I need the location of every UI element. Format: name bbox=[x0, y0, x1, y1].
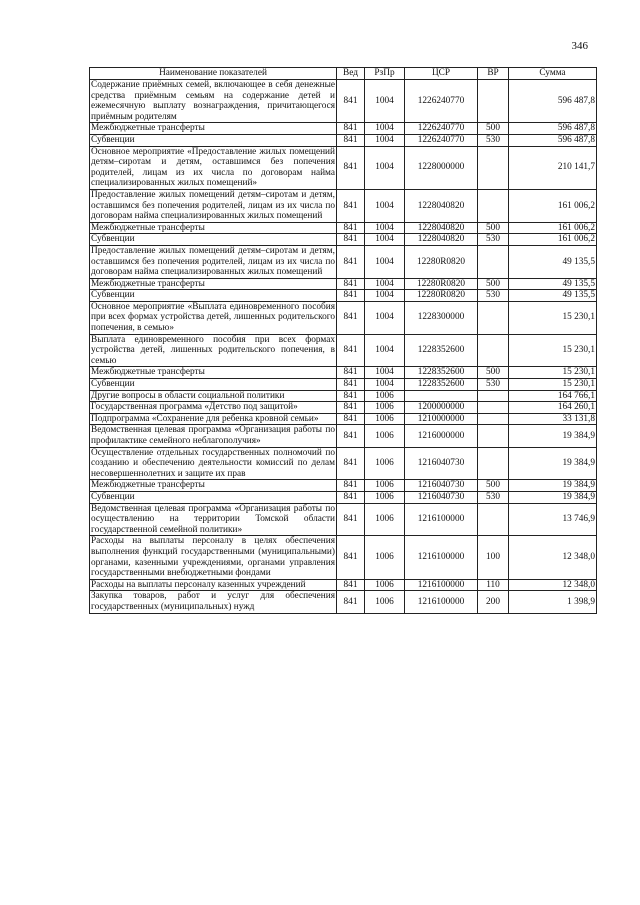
cell-ved: 841 bbox=[337, 503, 365, 536]
cell-rzpr: 1006 bbox=[365, 591, 405, 613]
cell-name: Ведомственная целевая программа «Организация работы по осуществлению на территории Томской области государственной семейной политики» bbox=[91, 503, 335, 535]
cell-rzpr: 1006 bbox=[365, 536, 405, 579]
cell-rzpr: 1006 bbox=[365, 390, 405, 402]
table-row bbox=[90, 402, 597, 414]
cell-vr: 500 bbox=[478, 123, 509, 135]
table-row bbox=[90, 480, 597, 492]
header-csr: ЦСР bbox=[405, 68, 478, 80]
table-row bbox=[90, 234, 597, 246]
cell-vr bbox=[478, 447, 509, 480]
cell-vr: 500 bbox=[478, 222, 509, 234]
cell-rzpr: 1004 bbox=[365, 222, 405, 234]
cell-name: Осуществление отдельных государственных полномочий по созданию и обеспечению деятельности комиссий по делам несовершеннолетних и защите их прав bbox=[91, 447, 335, 479]
cell-vr bbox=[478, 503, 509, 536]
cell-sum: 12 348,0 bbox=[509, 579, 597, 591]
cell-rzpr: 1006 bbox=[365, 413, 405, 425]
cell-name: Государственная программа «Детство под защитой» bbox=[90, 402, 337, 414]
table-row bbox=[90, 222, 597, 234]
cell-csr: 1216100000 bbox=[405, 536, 478, 579]
cell-name: Межбюджетные трансферты bbox=[90, 222, 337, 234]
cell-csr: 1216100000 bbox=[405, 591, 478, 613]
cell-name: Расходы на выплаты персоналу в целях обеспечения выполнения функций государственными (муниципальными) органами, казенными учреждениями, органами управления государственными внебюджетными фондами bbox=[91, 536, 335, 579]
cell-sum: 33 131,8 bbox=[509, 413, 597, 425]
cell-csr: 1216040730 bbox=[405, 447, 478, 480]
cell-sum: 49 135,5 bbox=[509, 245, 597, 278]
cell-name: Закупка товаров, работ и услуг для обеспечения государственных (муниципальных) нужд bbox=[91, 591, 335, 612]
cell-sum: 15 230,1 bbox=[509, 334, 597, 367]
cell-csr: 1226240770 bbox=[405, 134, 478, 146]
table-row bbox=[90, 447, 597, 480]
cell-csr: 1200000000 bbox=[405, 402, 478, 414]
cell-sum: 12 348,0 bbox=[509, 536, 597, 579]
cell-csr: 1228352600 bbox=[405, 367, 478, 379]
cell-sum: 15 230,1 bbox=[509, 367, 597, 379]
cell-csr: 1228040820 bbox=[405, 234, 478, 246]
cell-vr: 530 bbox=[478, 290, 509, 302]
header-sum: Сумма bbox=[509, 68, 597, 80]
cell-rzpr: 1004 bbox=[365, 245, 405, 278]
cell-name: Расходы на выплаты персоналу казенных учреждений bbox=[90, 579, 337, 591]
cell-rzpr: 1006 bbox=[365, 447, 405, 480]
header-vr: ВР bbox=[478, 68, 509, 80]
table-row bbox=[90, 146, 597, 189]
cell-name: Межбюджетные трансферты bbox=[90, 367, 337, 379]
table-row bbox=[90, 390, 597, 402]
cell-vr bbox=[478, 146, 509, 189]
cell-csr: 1228352600 bbox=[405, 379, 478, 391]
cell-rzpr: 1004 bbox=[365, 334, 405, 367]
cell-csr: 1210000000 bbox=[405, 413, 478, 425]
table-body bbox=[90, 80, 597, 614]
cell-ved: 841 bbox=[337, 413, 365, 425]
cell-rzpr: 1004 bbox=[365, 290, 405, 302]
cell-vr bbox=[478, 390, 509, 402]
cell-vr: 110 bbox=[478, 579, 509, 591]
table-row bbox=[90, 290, 597, 302]
header-ved: Вед bbox=[337, 68, 365, 80]
cell-csr: 1228040820 bbox=[405, 189, 478, 222]
cell-ved: 841 bbox=[337, 480, 365, 492]
cell-rzpr: 1006 bbox=[365, 402, 405, 414]
cell-rzpr: 1004 bbox=[365, 123, 405, 135]
cell-ved: 841 bbox=[337, 536, 365, 579]
cell-vr: 500 bbox=[478, 480, 509, 492]
cell-csr: 1216000000 bbox=[405, 425, 478, 447]
cell-ved: 841 bbox=[337, 189, 365, 222]
cell-name: Межбюджетные трансферты bbox=[90, 123, 337, 135]
cell-ved: 841 bbox=[337, 123, 365, 135]
cell-ved: 841 bbox=[337, 334, 365, 367]
cell-csr: 1226240770 bbox=[405, 123, 478, 135]
cell-sum: 19 384,9 bbox=[509, 480, 597, 492]
cell-sum: 164 260,1 bbox=[509, 402, 597, 414]
table-row bbox=[90, 491, 597, 503]
cell-vr: 530 bbox=[478, 379, 509, 391]
cell-vr: 500 bbox=[478, 278, 509, 290]
cell-name: Межбюджетные трансферты bbox=[90, 480, 337, 492]
cell-name: Основное мероприятие «Выплата единовременного пособия при всех формах устройства детей, лишенных родительского попечения, в семью» bbox=[91, 301, 335, 334]
cell-vr bbox=[478, 334, 509, 367]
cell-rzpr: 1004 bbox=[365, 234, 405, 246]
cell-ved: 841 bbox=[337, 591, 365, 613]
cell-vr bbox=[478, 189, 509, 222]
table-row bbox=[90, 591, 597, 613]
cell-sum: 161 006,2 bbox=[509, 189, 597, 222]
cell-name: Субвенции bbox=[90, 134, 337, 146]
cell-sum: 164 766,1 bbox=[509, 390, 597, 402]
cell-rzpr: 1004 bbox=[365, 367, 405, 379]
cell-name: Межбюджетные трансферты bbox=[90, 278, 337, 290]
table-row bbox=[90, 503, 597, 536]
cell-vr: 100 bbox=[478, 536, 509, 579]
table-row bbox=[90, 301, 597, 334]
cell-vr bbox=[478, 245, 509, 278]
table-row bbox=[90, 134, 597, 146]
table-row bbox=[90, 413, 597, 425]
cell-name: Субвенции bbox=[90, 234, 337, 246]
cell-rzpr: 1004 bbox=[365, 146, 405, 189]
cell-ved: 841 bbox=[337, 425, 365, 447]
cell-vr bbox=[478, 425, 509, 447]
cell-vr bbox=[478, 80, 509, 123]
cell-sum: 596 487,8 bbox=[509, 80, 597, 123]
table-row bbox=[90, 334, 597, 367]
cell-rzpr: 1004 bbox=[365, 301, 405, 334]
cell-sum: 15 230,1 bbox=[509, 379, 597, 391]
cell-csr: 1216040730 bbox=[405, 491, 478, 503]
cell-vr: 530 bbox=[478, 491, 509, 503]
cell-sum: 596 487,8 bbox=[509, 123, 597, 135]
cell-rzpr: 1006 bbox=[365, 425, 405, 447]
table-header-row bbox=[90, 68, 597, 80]
cell-sum: 161 006,2 bbox=[509, 234, 597, 246]
cell-rzpr: 1004 bbox=[365, 189, 405, 222]
table-row bbox=[90, 379, 597, 391]
header-name: Наименование показателей bbox=[90, 68, 337, 80]
cell-name: Выплата единовременного пособия при всех формах устройства детей, лишенных родительского попечения, в семью bbox=[91, 334, 335, 366]
budget-table bbox=[89, 67, 597, 614]
cell-csr: 1228000000 bbox=[405, 146, 478, 189]
cell-name: Ведомственная целевая программа «Организация работы по профилактике семейного неблагополучия» bbox=[91, 425, 335, 446]
cell-name: Основное мероприятие «Предоставление жилых помещений детям–сиротам и детям, оставшимся без попечения родителей, лицам из их числа по договорам найма специализированных жилых помещений» bbox=[91, 146, 335, 189]
cell-csr: 1216100000 bbox=[405, 579, 478, 591]
cell-ved: 841 bbox=[337, 579, 365, 591]
cell-rzpr: 1004 bbox=[365, 278, 405, 290]
cell-csr: 1226240770 bbox=[405, 80, 478, 123]
table-row bbox=[90, 579, 597, 591]
cell-ved: 841 bbox=[337, 234, 365, 246]
cell-sum: 596 487,8 bbox=[509, 134, 597, 146]
cell-sum: 19 384,9 bbox=[509, 425, 597, 447]
cell-sum: 15 230,1 bbox=[509, 301, 597, 334]
cell-ved: 841 bbox=[337, 390, 365, 402]
cell-vr: 500 bbox=[478, 367, 509, 379]
table-row bbox=[90, 425, 597, 447]
cell-name: Субвенции bbox=[90, 379, 337, 391]
cell-name: Субвенции bbox=[90, 290, 337, 302]
cell-ved: 841 bbox=[337, 278, 365, 290]
cell-vr bbox=[478, 402, 509, 414]
cell-name: Субвенции bbox=[90, 491, 337, 503]
cell-ved: 841 bbox=[337, 379, 365, 391]
cell-sum: 19 384,9 bbox=[509, 491, 597, 503]
cell-vr bbox=[478, 413, 509, 425]
cell-ved: 841 bbox=[337, 491, 365, 503]
cell-ved: 841 bbox=[337, 80, 365, 123]
page-number: 346 bbox=[571, 40, 588, 52]
cell-sum: 13 746,9 bbox=[509, 503, 597, 536]
cell-vr: 530 bbox=[478, 234, 509, 246]
table-row bbox=[90, 536, 597, 579]
cell-csr bbox=[405, 390, 478, 402]
cell-name: Предоставление жилых помещений детям–сиротам и детям, оставшимся без попечения родителей, лицам из их числа по договорам найма специализированных жилых помещений bbox=[91, 189, 335, 222]
cell-sum: 161 006,2 bbox=[509, 222, 597, 234]
cell-sum: 1 398,9 bbox=[509, 591, 597, 613]
cell-name: Другие вопросы в области социальной политики bbox=[90, 390, 337, 402]
cell-vr bbox=[478, 301, 509, 334]
cell-ved: 841 bbox=[337, 367, 365, 379]
table-row bbox=[90, 245, 597, 278]
cell-rzpr: 1004 bbox=[365, 379, 405, 391]
cell-csr: 1228040820 bbox=[405, 222, 478, 234]
table-row bbox=[90, 123, 597, 135]
cell-vr: 200 bbox=[478, 591, 509, 613]
cell-csr: 1216100000 bbox=[405, 503, 478, 536]
cell-ved: 841 bbox=[337, 290, 365, 302]
cell-sum: 210 141,7 bbox=[509, 146, 597, 189]
cell-csr: 12280R0820 bbox=[405, 245, 478, 278]
cell-ved: 841 bbox=[337, 301, 365, 334]
cell-rzpr: 1004 bbox=[365, 134, 405, 146]
cell-ved: 841 bbox=[337, 134, 365, 146]
cell-ved: 841 bbox=[337, 222, 365, 234]
cell-vr: 530 bbox=[478, 134, 509, 146]
cell-ved: 841 bbox=[337, 245, 365, 278]
header-rzpr: РзПр bbox=[365, 68, 405, 80]
cell-rzpr: 1006 bbox=[365, 503, 405, 536]
cell-name: Содержание приёмных семей, включающее в себя денежные средства приёмным семьям на содержание детей и ежемесячную выплату вознаграждения, причитающегося приёмным родителям bbox=[91, 80, 335, 122]
cell-rzpr: 1006 bbox=[365, 491, 405, 503]
cell-name: Предоставление жилых помещений детям–сиротам и детям, оставшимся без попечения родителей, лицам из их числа по договорам найма специализированных жилых помещений bbox=[91, 245, 335, 278]
cell-csr: 1228300000 bbox=[405, 301, 478, 334]
cell-csr: 12280R0820 bbox=[405, 278, 478, 290]
cell-rzpr: 1004 bbox=[365, 80, 405, 123]
cell-csr: 1216040730 bbox=[405, 480, 478, 492]
table-row bbox=[90, 367, 597, 379]
cell-csr: 1228352600 bbox=[405, 334, 478, 367]
cell-sum: 19 384,9 bbox=[509, 447, 597, 480]
cell-ved: 841 bbox=[337, 402, 365, 414]
cell-sum: 49 135,5 bbox=[509, 278, 597, 290]
cell-name: Подпрограмма «Сохранение для ребенка кровной семьи» bbox=[90, 413, 337, 425]
cell-ved: 841 bbox=[337, 447, 365, 480]
cell-csr: 12280R0820 bbox=[405, 290, 478, 302]
table-row bbox=[90, 80, 597, 123]
cell-sum: 49 135,5 bbox=[509, 290, 597, 302]
table-row bbox=[90, 189, 597, 222]
cell-rzpr: 1006 bbox=[365, 579, 405, 591]
table-row bbox=[90, 278, 597, 290]
cell-rzpr: 1006 bbox=[365, 480, 405, 492]
cell-ved: 841 bbox=[337, 146, 365, 189]
